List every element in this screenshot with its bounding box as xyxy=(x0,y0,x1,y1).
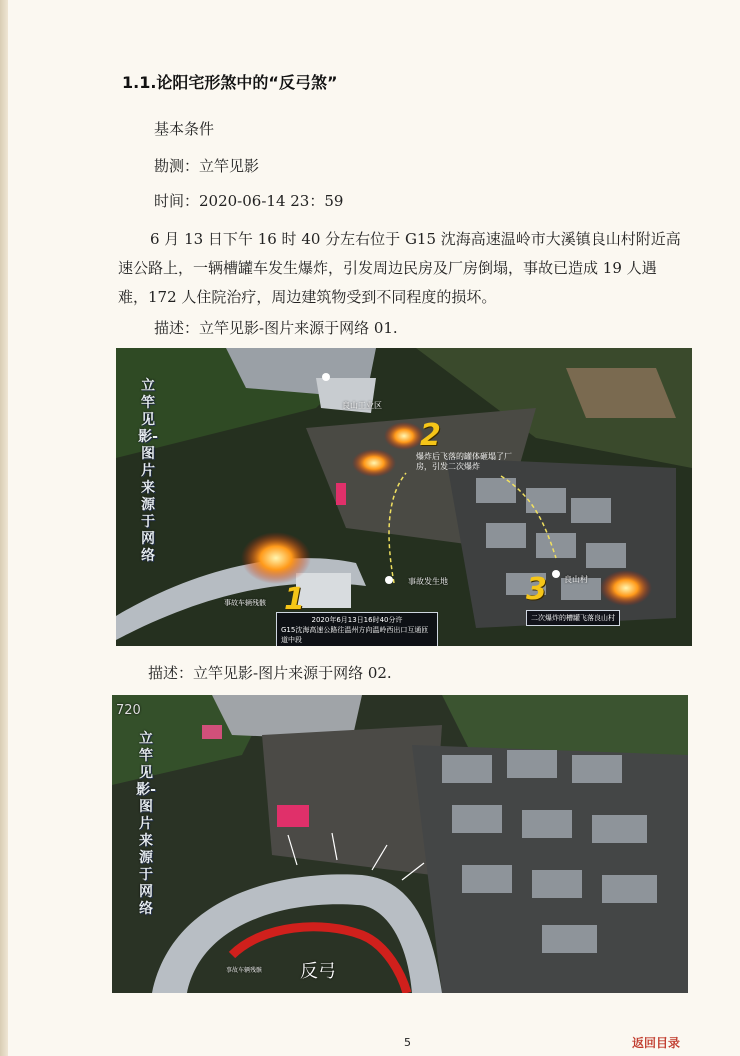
time-line: 时间：2020-06-14 23：59 xyxy=(154,192,344,210)
label-note-2: 爆炸后飞落的罐体砸塌了厂房，引发二次爆炸 xyxy=(416,452,512,471)
label-note-3: 二次爆炸的槽罐飞落良山村 xyxy=(526,610,620,626)
info-box xyxy=(276,612,438,646)
back-to-toc-link[interactable]: 返回目录 xyxy=(632,1036,681,1050)
survey-line: 勘测：立竿见影 xyxy=(154,157,260,175)
corner-tag: 720 xyxy=(116,703,141,718)
page-binding-edge xyxy=(0,0,8,1056)
marker-2: 2 xyxy=(420,418,441,453)
watermark-vertical-1: 立竿见影-图片来源于网络 xyxy=(138,378,158,564)
section-heading: 1.1.论阳宅形煞中的“反弓煞” xyxy=(122,73,338,92)
label-fan-gong: 反弓 xyxy=(300,961,336,982)
page-number: 5 xyxy=(404,1036,411,1049)
figure2-caption: 描述：立竿见影-图片来源于网络 02. xyxy=(148,664,392,682)
figure1-caption: 描述：立竿见影-图片来源于网络 01. xyxy=(154,319,398,337)
label-wreck: 事故车辆残骸 xyxy=(224,599,266,607)
aerial-photo-2 xyxy=(112,695,688,993)
label-small: 事故车辆残骸 xyxy=(226,967,263,974)
basic-conditions-label: 基本条件 xyxy=(154,120,215,138)
label-village: 良山村 xyxy=(564,575,588,584)
label-industrial-zone: 良山工业区 xyxy=(342,401,382,410)
info-place: G15沈海高速公路往温州方向温岭西出口互通匝道中段 xyxy=(281,626,429,644)
marker-1: 1 xyxy=(284,582,305,617)
aerial-photo-1 xyxy=(116,348,692,646)
info-time: 2020年6月13日16时40分许 xyxy=(311,616,403,624)
marker-3: 3 xyxy=(526,572,547,607)
watermark-vertical-2: 立竿见影-图片来源于网络 xyxy=(136,731,156,917)
label-accident-site: 事故发生地 xyxy=(408,577,448,586)
incident-paragraph: 6 月 13 日下午 16 时 40 分左右位于 G15 沈海高速温岭市大溪镇良山村附近高速公路上，一辆槽罐车发生爆炸，引发周边民房及厂房倒塌，事故已造成 19 人遇难，172 人住院治疗，周边建筑物受到不同程度的损坏。 xyxy=(118,230,681,306)
